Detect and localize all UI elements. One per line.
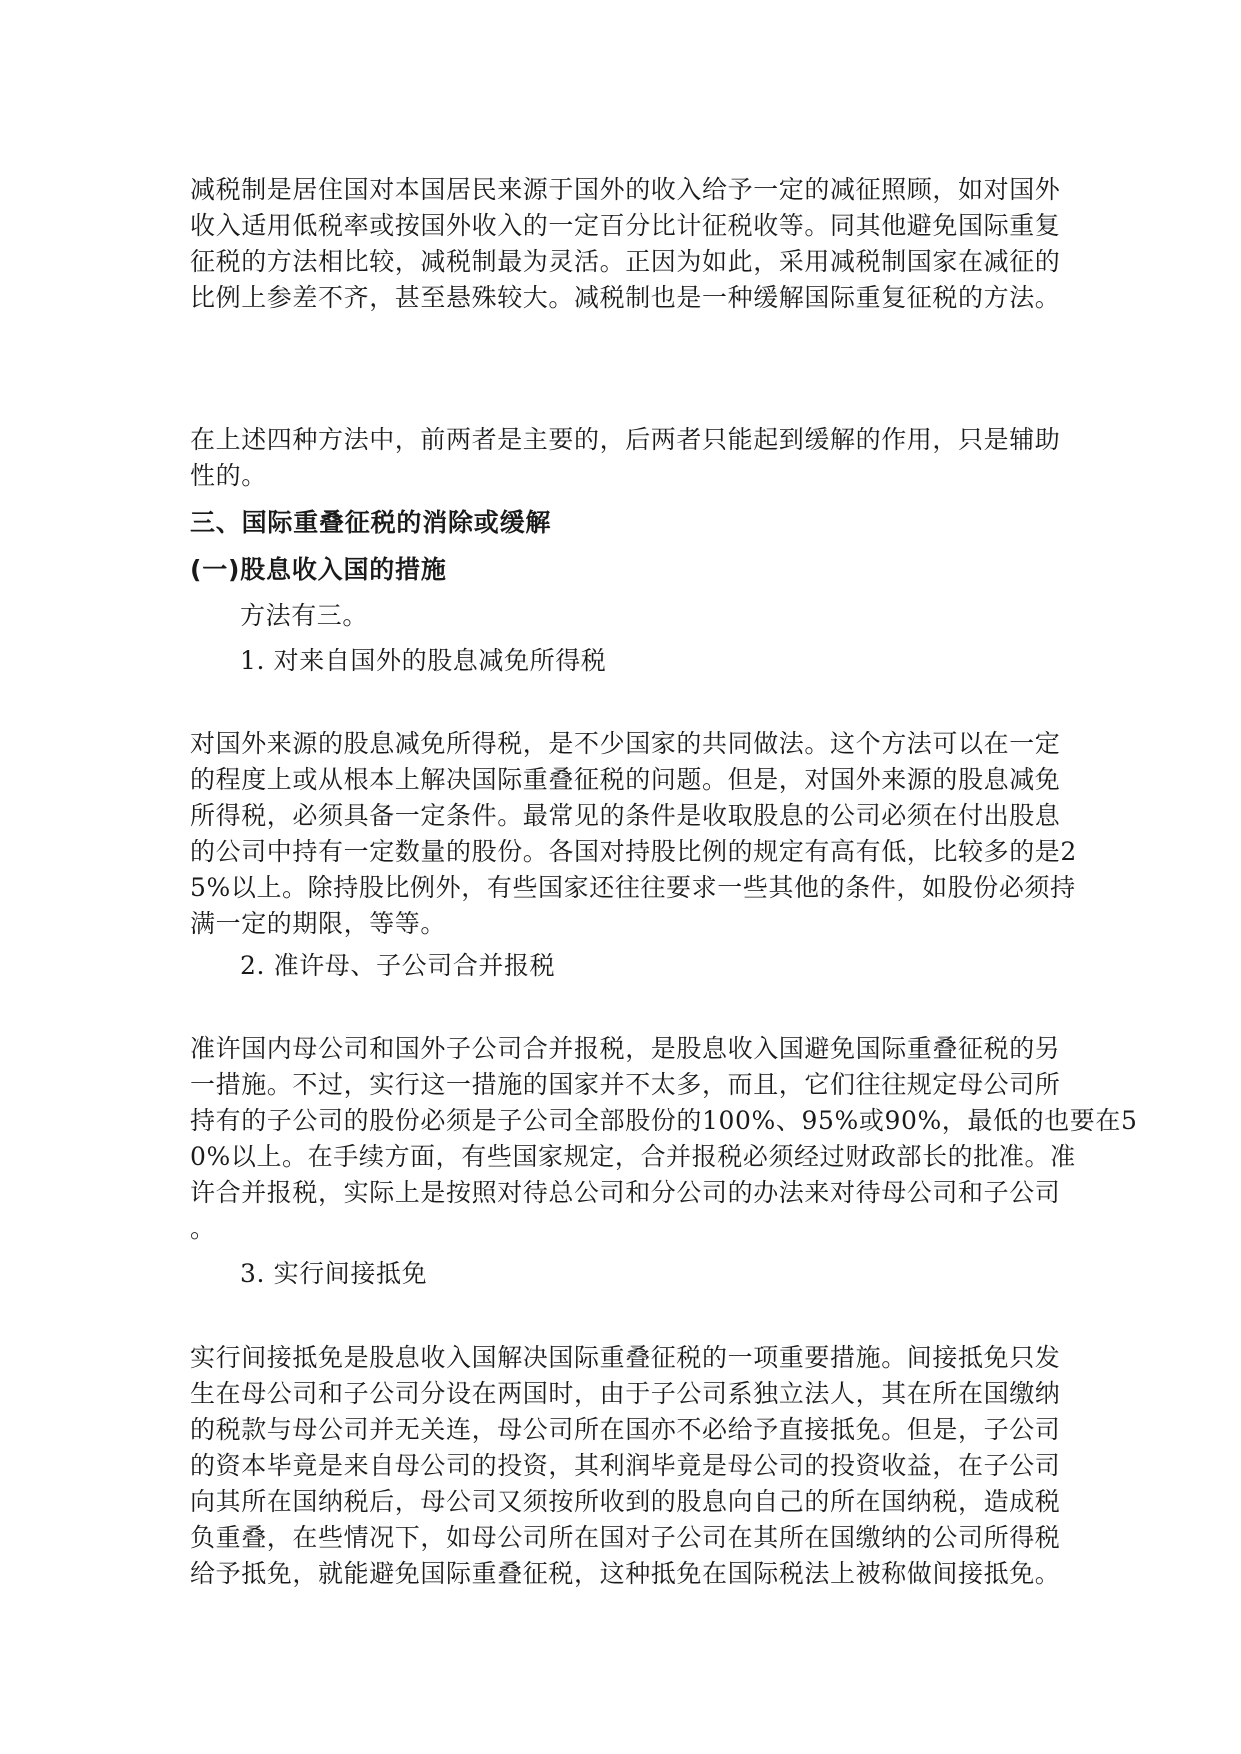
item-1-title: 1. 对来自国外的股息减免所得税 [240, 646, 607, 675]
text-line: 向其所在国纳税后，母公司又须按所收到的股息向自己的所在国纳税，造成税 [190, 1487, 1061, 1516]
text-line: 负重叠，在些情况下，如母公司所在国对子公司在其所在国缴纳的公司所得税 [190, 1523, 1061, 1552]
text-line: 的公司中持有一定数量的股份。各国对持股比例的规定有高有低，比较多的是2 [190, 837, 1077, 866]
text-line: 的税款与母公司并无关连，母公司所在国亦不必给予直接抵免。但是，子公司 [190, 1415, 1061, 1444]
text-line: 持有的子公司的股份必须是子公司全部股份的100%、95%或90%，最低的也要在5 [190, 1106, 1138, 1135]
text-line: 满一定的期限，等等。 [190, 909, 447, 938]
paragraph-dividend-exemption [190, 726, 1077, 942]
intro-text: 方法有三。 [240, 601, 369, 630]
text-line: 所得税，必须具备一定条件。最常见的条件是收取股息的公司必须在付出股息 [190, 801, 1061, 830]
text-line: 收入适用低税率或按国外收入的一定百分比计征税收等。同其他避免国际重复 [190, 211, 1061, 240]
text-line: 一措施。不过，实行这一措施的国家并不太多，而且，它们往往规定母公司所 [190, 1070, 1061, 1099]
text-line: 许合并报税，实际上是按照对待总公司和分公司的办法来对待母公司和子公司 [190, 1178, 1061, 1207]
text-line: 0%以上。在手续方面，有些国家规定，合并报税必须经过财政部长的批准。准 [190, 1142, 1076, 1171]
item-3-title: 3. 实行间接抵免 [240, 1259, 428, 1288]
item-2-title: 2. 准许母、子公司合并报税 [240, 951, 556, 980]
text-line: 5%以上。除持股比例外，有些国家还往往要求一些其他的条件，如股份必须持 [190, 873, 1076, 902]
paragraph-indirect-credit [190, 1340, 1061, 1592]
paragraph-reduction-system [190, 172, 1061, 316]
paragraph-four-methods-summary [190, 422, 1061, 494]
text-line: 的程度上或从根本上解决国际重叠征税的问题。但是，对国外来源的股息减免 [190, 765, 1061, 794]
text-line: 。 [190, 1214, 216, 1243]
section-heading: 三、国际重叠征税的消除或缓解 [190, 508, 552, 537]
paragraph-consolidated-filing [190, 1031, 1138, 1247]
text-line: 的资本毕竟是来自母公司的投资，其利润毕竟是母公司的投资收益，在子公司 [190, 1451, 1061, 1480]
text-line: 准许国内母公司和国外子公司合并报税，是股息收入国避免国际重叠征税的另 [190, 1034, 1061, 1063]
text-line: 减税制是居住国对本国居民来源于国外的收入给予一定的减征照顾，如对国外 [190, 175, 1061, 204]
text-line: 在上述四种方法中，前两者是主要的，后两者只能起到缓解的作用，只是辅助 [190, 425, 1061, 454]
text-line: 比例上参差不齐，甚至悬殊较大。减税制也是一种缓解国际重复征税的方法。 [190, 283, 1061, 312]
subsection-heading: (一)股息收入国的措施 [190, 555, 447, 584]
text-line: 生在母公司和子公司分设在两国时，由于子公司系独立法人，其在所在国缴纳 [190, 1379, 1061, 1408]
text-line: 给予抵免，就能避免国际重叠征税，这种抵免在国际税法上被称做间接抵免。 [190, 1559, 1061, 1588]
text-line: 征税的方法相比较，减税制最为灵活。正因为如此，采用减税制国家在减征的 [190, 247, 1061, 276]
text-line: 对国外来源的股息减免所得税，是不少国家的共同做法。这个方法可以在一定 [190, 729, 1061, 758]
text-line: 实行间接抵免是股息收入国解决国际重叠征税的一项重要措施。间接抵免只发 [190, 1343, 1061, 1372]
text-line: 性的。 [190, 461, 267, 490]
